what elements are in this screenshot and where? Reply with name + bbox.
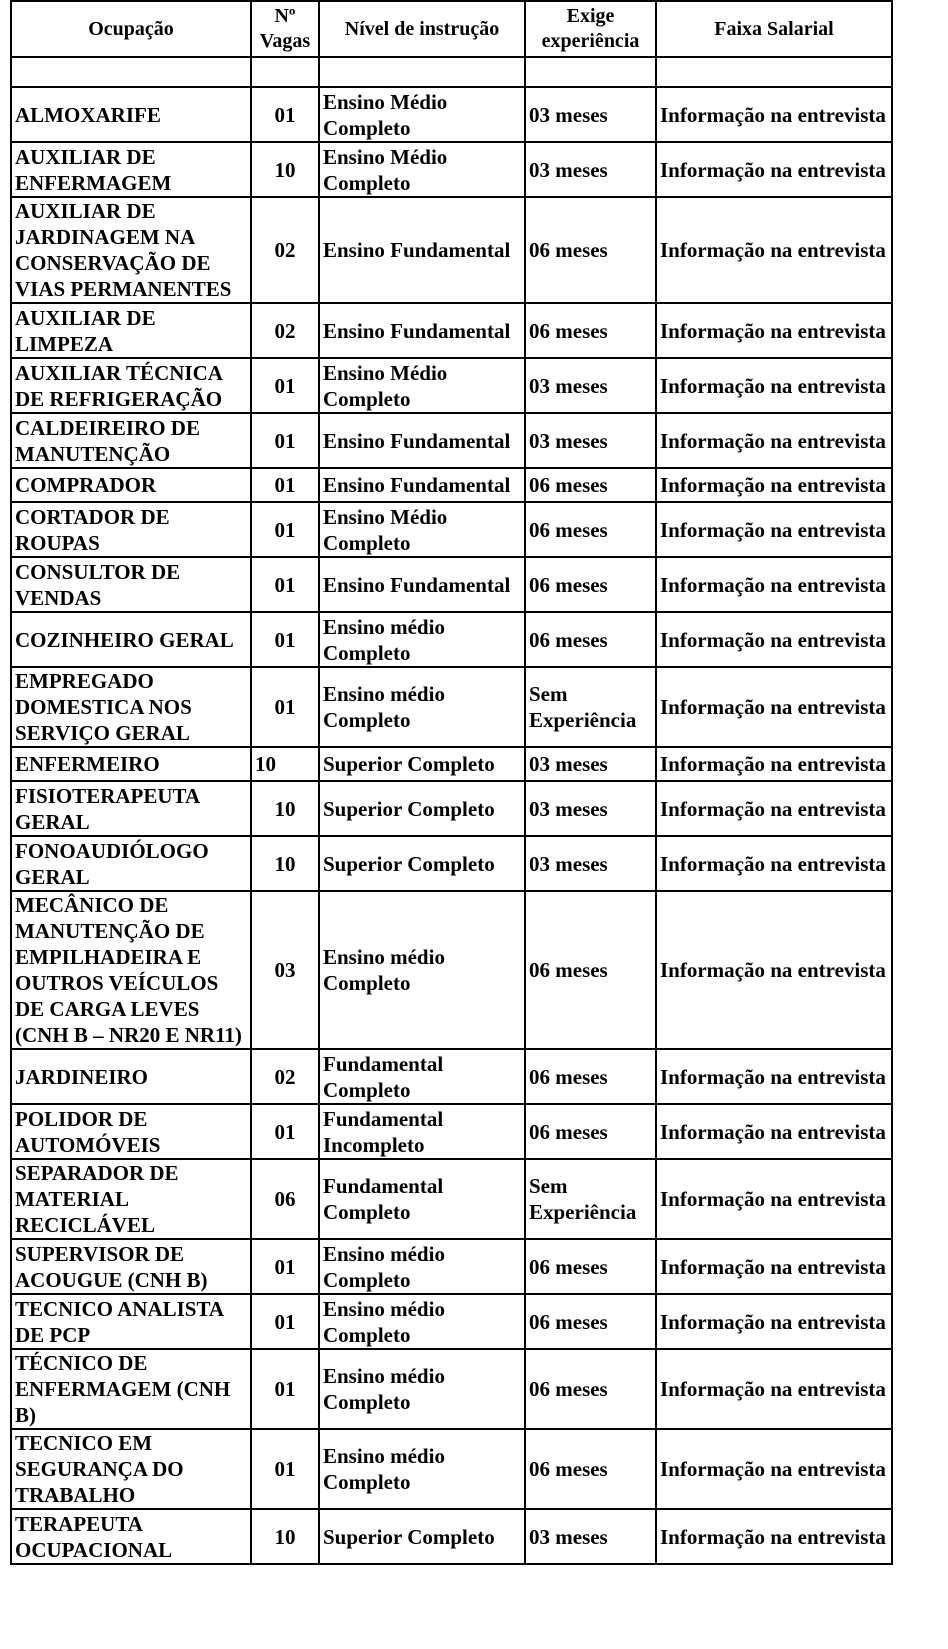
cell-nivel: Ensino médio Completo (319, 1294, 525, 1349)
cell-nivel: Ensino Fundamental (319, 468, 525, 502)
cell-ocupacao: SEPARADOR DE MATERIAL RECICLÁVEL (11, 1159, 251, 1239)
cell-nivel (319, 57, 525, 87)
table-row (11, 1159, 892, 1239)
table-row (11, 1349, 892, 1429)
cell-experiencia: 06 meses (525, 1104, 656, 1159)
table-row (11, 1294, 892, 1349)
cell-vagas: 10 (251, 142, 319, 197)
header-ocupacao (11, 1, 251, 57)
cell-ocupacao: COZINHEIRO GERAL (11, 612, 251, 667)
cell-nivel: Superior Completo (319, 1509, 525, 1564)
table-row (11, 142, 892, 197)
cell-ocupacao: FONOAUDIÓLOGO GERAL (11, 836, 251, 891)
cell-faixa: Informação na entrevista (656, 1239, 892, 1294)
cell-faixa: Informação na entrevista (656, 468, 892, 502)
cell-vagas: 01 (251, 358, 319, 413)
cell-experiencia: 06 meses (525, 1429, 656, 1509)
cell-nivel: Ensino Fundamental (319, 413, 525, 468)
cell-experiencia: 06 meses (525, 557, 656, 612)
table-row (11, 197, 892, 303)
cell-nivel: Superior Completo (319, 836, 525, 891)
table-row (11, 1239, 892, 1294)
cell-faixa: Informação na entrevista (656, 1049, 892, 1104)
cell-vagas: 01 (251, 557, 319, 612)
table-row (11, 667, 892, 747)
cell-ocupacao: AUXILIAR TÉCNICA DE REFRIGERAÇÃO (11, 358, 251, 413)
cell-nivel: Ensino médio Completo (319, 612, 525, 667)
cell-vagas: 01 (251, 1429, 319, 1509)
table-row (11, 612, 892, 667)
header-exige (525, 1, 656, 57)
cell-ocupacao: AUXILIAR DE JARDINAGEM NA CONSERVAÇÃO DE VIAS PERMANENTES (11, 197, 251, 303)
cell-faixa: Informação na entrevista (656, 358, 892, 413)
cell-faixa: Informação na entrevista (656, 1159, 892, 1239)
table-row (11, 502, 892, 557)
table-row (11, 557, 892, 612)
cell-ocupacao: COMPRADOR (11, 468, 251, 502)
cell-ocupacao: JARDINEIRO (11, 1049, 251, 1104)
cell-experiencia: 03 meses (525, 747, 656, 781)
table-row (11, 747, 892, 781)
cell-vagas: 06 (251, 1159, 319, 1239)
cell-ocupacao: TECNICO ANALISTA DE PCP (11, 1294, 251, 1349)
header-vagas-line1: Nº (274, 5, 296, 27)
cell-faixa: Informação na entrevista (656, 1429, 892, 1509)
table-row (11, 413, 892, 468)
cell-nivel: Ensino Médio Completo (319, 87, 525, 142)
cell-nivel: Ensino médio Completo (319, 1349, 525, 1429)
cell-faixa (656, 57, 892, 87)
cell-experiencia: 06 meses (525, 1239, 656, 1294)
cell-vagas: 10 (251, 747, 319, 781)
table-body (11, 57, 892, 1564)
cell-nivel: Ensino Fundamental (319, 303, 525, 358)
header-faixa-label: Faixa Salarial (714, 17, 834, 40)
cell-faixa: Informação na entrevista (656, 87, 892, 142)
cell-ocupacao: CONSULTOR DE VENDAS (11, 557, 251, 612)
cell-faixa: Informação na entrevista (656, 303, 892, 358)
cell-experiencia: 03 meses (525, 1509, 656, 1564)
cell-vagas: 01 (251, 1239, 319, 1294)
cell-vagas: 02 (251, 197, 319, 303)
cell-vagas: 01 (251, 667, 319, 747)
cell-nivel: Superior Completo (319, 781, 525, 836)
cell-faixa: Informação na entrevista (656, 747, 892, 781)
cell-faixa: Informação na entrevista (656, 1509, 892, 1564)
cell-faixa: Informação na entrevista (656, 781, 892, 836)
cell-ocupacao (11, 57, 251, 87)
cell-vagas: 10 (251, 1509, 319, 1564)
cell-ocupacao: FISIOTERAPEUTA GERAL (11, 781, 251, 836)
cell-vagas: 10 (251, 836, 319, 891)
cell-nivel: Ensino Fundamental (319, 557, 525, 612)
header-nivel-label: Nível de instrução (344, 17, 500, 40)
cell-vagas: 01 (251, 1349, 319, 1429)
cell-vagas: 01 (251, 1104, 319, 1159)
cell-faixa: Informação na entrevista (656, 612, 892, 667)
table-row (11, 87, 892, 142)
cell-nivel: Fundamental Completo (319, 1049, 525, 1104)
cell-experiencia: 06 meses (525, 502, 656, 557)
table-row-empty (11, 57, 892, 87)
table-row (11, 781, 892, 836)
table-row (11, 468, 892, 502)
cell-experiencia: 03 meses (525, 781, 656, 836)
cell-vagas: 02 (251, 1049, 319, 1104)
cell-vagas: 01 (251, 502, 319, 557)
table-row (11, 1429, 892, 1509)
cell-experiencia: 06 meses (525, 468, 656, 502)
cell-faixa: Informação na entrevista (656, 1349, 892, 1429)
cell-nivel: Ensino Fundamental (319, 197, 525, 303)
cell-vagas: 03 (251, 891, 319, 1049)
cell-ocupacao: EMPREGADO DOMESTICA NOS SERVIÇO GERAL (11, 667, 251, 747)
cell-experiencia: 03 meses (525, 413, 656, 468)
table-header-row (11, 1, 892, 57)
cell-ocupacao: SUPERVISOR DE ACOUGUE (CNH B) (11, 1239, 251, 1294)
cell-ocupacao: POLIDOR DE AUTOMÓVEIS (11, 1104, 251, 1159)
cell-experiencia: 03 meses (525, 142, 656, 197)
cell-faixa: Informação na entrevista (656, 557, 892, 612)
cell-nivel: Ensino Médio Completo (319, 502, 525, 557)
cell-faixa: Informação na entrevista (656, 836, 892, 891)
cell-experiencia: 03 meses (525, 87, 656, 142)
cell-faixa: Informação na entrevista (656, 1294, 892, 1349)
cell-ocupacao: AUXILIAR DE ENFERMAGEM (11, 142, 251, 197)
cell-experiencia: 03 meses (525, 358, 656, 413)
cell-nivel: Ensino médio Completo (319, 891, 525, 1049)
cell-faixa: Informação na entrevista (656, 413, 892, 468)
cell-ocupacao: TECNICO EM SEGURANÇA DO TRABALHO (11, 1429, 251, 1509)
cell-experiencia: 06 meses (525, 1294, 656, 1349)
cell-faixa: Informação na entrevista (656, 197, 892, 303)
cell-experiencia: 03 meses (525, 836, 656, 891)
cell-vagas: 01 (251, 612, 319, 667)
cell-vagas: 10 (251, 781, 319, 836)
cell-experiencia: 06 meses (525, 1349, 656, 1429)
cell-vagas: 01 (251, 87, 319, 142)
cell-experiencia: 06 meses (525, 891, 656, 1049)
cell-vagas: 01 (251, 468, 319, 502)
table-row (11, 891, 892, 1049)
cell-experiencia (525, 57, 656, 87)
cell-experiencia: 06 meses (525, 612, 656, 667)
header-exige-line1: Exige (566, 5, 615, 27)
cell-faixa: Informação na entrevista (656, 1104, 892, 1159)
cell-ocupacao: AUXILIAR DE LIMPEZA (11, 303, 251, 358)
job-vacancies-table (10, 0, 893, 1565)
table-row (11, 358, 892, 413)
header-faixa (656, 1, 892, 57)
cell-vagas: 01 (251, 413, 319, 468)
cell-vagas: 02 (251, 303, 319, 358)
cell-experiencia: 06 meses (525, 1049, 656, 1104)
cell-experiencia: 06 meses (525, 303, 656, 358)
header-ocupacao-label: Ocupação (88, 17, 174, 40)
header-exige-line2: experiência (541, 30, 640, 52)
cell-experiencia: Sem Experiência (525, 667, 656, 747)
cell-faixa: Informação na entrevista (656, 891, 892, 1049)
cell-ocupacao: ENFERMEIRO (11, 747, 251, 781)
cell-ocupacao: CALDEIREIRO DE MANUTENÇÃO (11, 413, 251, 468)
cell-vagas (251, 57, 319, 87)
cell-experiencia: Sem Experiência (525, 1159, 656, 1239)
cell-nivel: Ensino Médio Completo (319, 142, 525, 197)
cell-ocupacao: TÉCNICO DE ENFERMAGEM (CNH B) (11, 1349, 251, 1429)
cell-nivel: Ensino médio Completo (319, 1429, 525, 1509)
table-row (11, 303, 892, 358)
table-row (11, 1104, 892, 1159)
cell-ocupacao: ALMOXARIFE (11, 87, 251, 142)
cell-nivel: Ensino Médio Completo (319, 358, 525, 413)
table-row (11, 1049, 892, 1104)
header-vagas-line2: Vagas (259, 30, 311, 52)
cell-ocupacao: MECÂNICO DE MANUTENÇÃO DE EMPILHADEIRA E OUTROS VEÍCULOS DE CARGA LEVES (CNH B – NR20 E NR11) (11, 891, 251, 1049)
header-nivel (319, 1, 525, 57)
cell-nivel: Superior Completo (319, 747, 525, 781)
cell-faixa: Informação na entrevista (656, 502, 892, 557)
cell-nivel: Fundamental Completo (319, 1159, 525, 1239)
cell-faixa: Informação na entrevista (656, 667, 892, 747)
cell-ocupacao: CORTADOR DE ROUPAS (11, 502, 251, 557)
cell-nivel: Ensino médio Completo (319, 667, 525, 747)
cell-ocupacao: TERAPEUTA OCUPACIONAL (11, 1509, 251, 1564)
cell-experiencia: 06 meses (525, 197, 656, 303)
cell-vagas: 01 (251, 1294, 319, 1349)
table-row (11, 836, 892, 891)
cell-nivel: Ensino médio Completo (319, 1239, 525, 1294)
header-vagas (251, 1, 319, 57)
cell-faixa: Informação na entrevista (656, 142, 892, 197)
cell-nivel: Fundamental Incompleto (319, 1104, 525, 1159)
table-row (11, 1509, 892, 1564)
